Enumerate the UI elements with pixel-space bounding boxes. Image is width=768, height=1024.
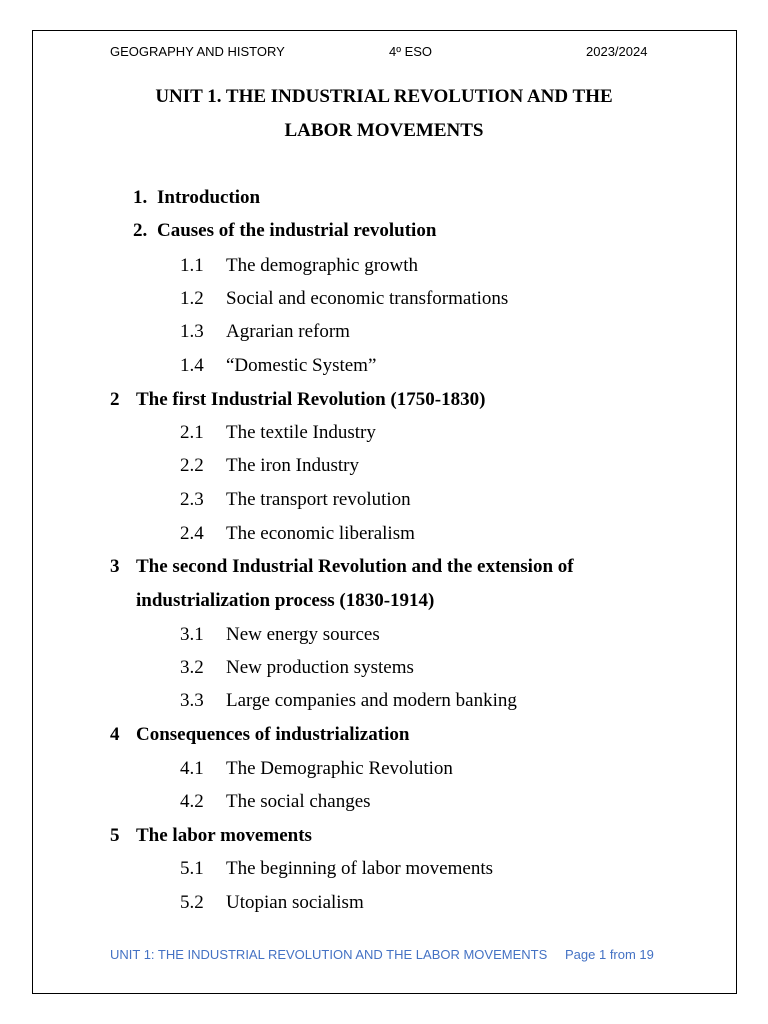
toc-number: 3 (110, 556, 120, 577)
toc-number: 2. (133, 220, 148, 241)
toc-number: 2 (110, 389, 120, 410)
page-title-line1: UNIT 1. THE INDUSTRIAL REVOLUTION AND THE (155, 86, 613, 107)
toc-text: The social changes (226, 791, 371, 812)
toc-text: The second Industrial Revolution and the extension of (136, 556, 574, 577)
toc-number: 2.3 (180, 489, 204, 510)
toc-number: 1.4 (180, 355, 204, 376)
toc-number: 2.4 (180, 523, 204, 544)
toc-text: Introduction (157, 187, 261, 208)
toc-text: The iron Industry (226, 455, 359, 476)
toc-text: New production systems (226, 657, 414, 678)
toc-number: 1.3 (180, 321, 204, 342)
toc-number: 4 (110, 724, 120, 745)
toc-number: 4.1 (180, 758, 204, 779)
toc-number: 1.1 (180, 255, 204, 276)
toc-text: The beginning of labor movements (226, 858, 493, 879)
header-subject: GEOGRAPHY AND HISTORY (110, 44, 285, 59)
toc-number: 5.1 (180, 858, 204, 879)
toc-text: New energy sources (226, 624, 380, 645)
toc-text: The labor movements (136, 825, 312, 846)
toc-number: 1.2 (180, 288, 204, 309)
toc-text: Agrarian reform (226, 321, 350, 342)
toc-number: 1. (133, 187, 148, 208)
toc-number: 2.1 (180, 422, 204, 443)
page-title-line2: LABOR MOVEMENTS (284, 120, 484, 141)
toc-text: The economic liberalism (226, 523, 415, 544)
toc-text: The first Industrial Revolution (1750-1830) (136, 389, 486, 410)
toc-number: 3.2 (180, 657, 204, 678)
toc-text: The textile Industry (226, 422, 376, 443)
toc-text: Large companies and modern banking (226, 690, 517, 711)
footer-unit-title: UNIT 1: THE INDUSTRIAL REVOLUTION AND THE LABOR MOVEMENTS (110, 947, 548, 962)
toc-number: 3.3 (180, 690, 204, 711)
toc-number: 4.2 (180, 791, 204, 812)
toc-number: 2.2 (180, 455, 204, 476)
toc-text: industrialization process (1830-1914) (136, 590, 435, 611)
footer-page-number: Page 1 from 19 (565, 947, 654, 962)
toc-number: 5 (110, 825, 120, 846)
header-year: 2023/2024 (586, 44, 648, 59)
toc-text: Social and economic transformations (226, 288, 509, 309)
page-border (32, 30, 737, 994)
toc-text: The Demographic Revolution (226, 758, 453, 779)
header-grade: 4º ESO (389, 44, 433, 59)
toc-number: 3.1 (180, 624, 204, 645)
toc-text: Causes of the industrial revolution (157, 220, 437, 241)
toc-text: “Domestic System” (226, 355, 377, 376)
toc-text: Utopian socialism (226, 892, 364, 913)
toc-text: Consequences of industrialization (136, 724, 410, 745)
toc-text: The transport revolution (226, 489, 411, 510)
toc-number: 5.2 (180, 892, 204, 913)
toc-text: The demographic growth (226, 255, 419, 276)
